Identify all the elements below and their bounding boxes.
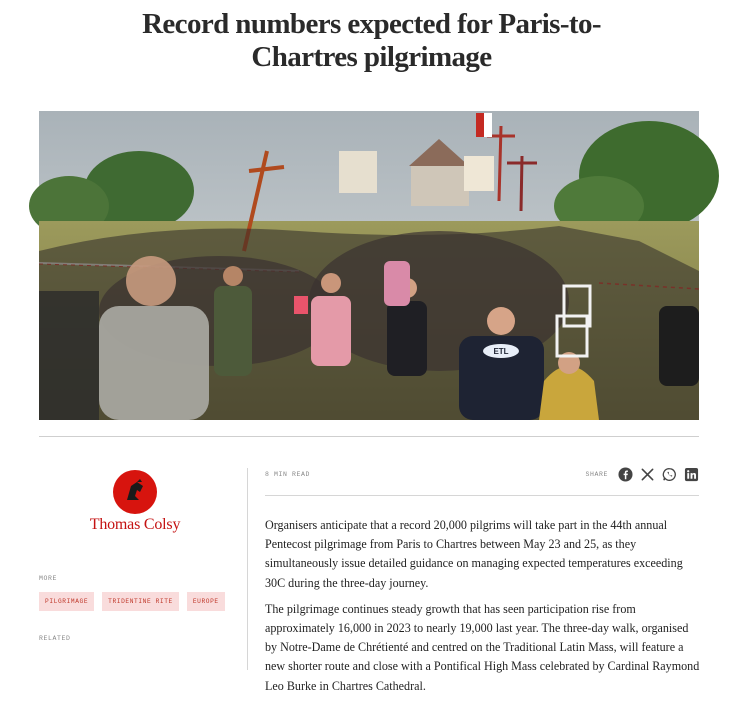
tag-list <box>39 592 225 611</box>
share-bar <box>585 467 699 482</box>
linkedin-icon[interactable] <box>684 467 699 482</box>
share-label: SHARE <box>585 471 608 478</box>
tag-europe[interactable]: EUROPE <box>187 592 225 611</box>
article-title-line-2: Chartres pilgrimage <box>251 41 492 73</box>
article-paragraph-1: Organisers anticipate that a record 20,000 pilgrims will take part in the 44th annual Pentecost pilgrimage from Paris to Chartres between May 23 and 25, as they simultaneously issue detailed guidance on managing expected temperatures exceeding 30C during the three-day journey. <box>265 518 683 590</box>
tag-pilgrimage[interactable]: PILGRIMAGE <box>39 592 94 611</box>
facebook-icon[interactable] <box>618 467 633 482</box>
meta-divider <box>265 495 699 496</box>
related-label: RELATED <box>39 635 71 642</box>
author-avatar[interactable] <box>113 470 157 514</box>
x-icon[interactable] <box>640 467 655 482</box>
vest-text: ETL <box>493 347 509 356</box>
more-label: MORE <box>39 575 58 582</box>
author-logo-icon <box>113 470 157 514</box>
read-time: 8 MIN READ <box>265 471 311 478</box>
article-body <box>265 516 701 703</box>
article-title <box>100 8 643 74</box>
column-divider <box>247 468 248 670</box>
whatsapp-icon[interactable] <box>662 467 677 482</box>
author-name[interactable]: Thomas Colsy <box>89 516 181 533</box>
article-paragraph-2: The pilgrimage continues steady growth that has seen participation rise from approximately 16,000 in 2023 to nearly 19,000 last year. The three-day walk, organised by Notre-Dame de Chrétienté and centred on the Traditional Latin Mass, will feature a new shorter route and close with a Pontifical High Mass celebrated by Cardinal Raymond Leo Burke in Chartres Cathedral. <box>265 601 700 693</box>
tag-tridentine-rite[interactable]: TRIDENTINE RITE <box>102 592 179 611</box>
article-title-line-1: Record numbers expected for Paris-to- <box>142 8 601 40</box>
hero-image <box>39 111 699 420</box>
header-divider <box>39 436 699 437</box>
